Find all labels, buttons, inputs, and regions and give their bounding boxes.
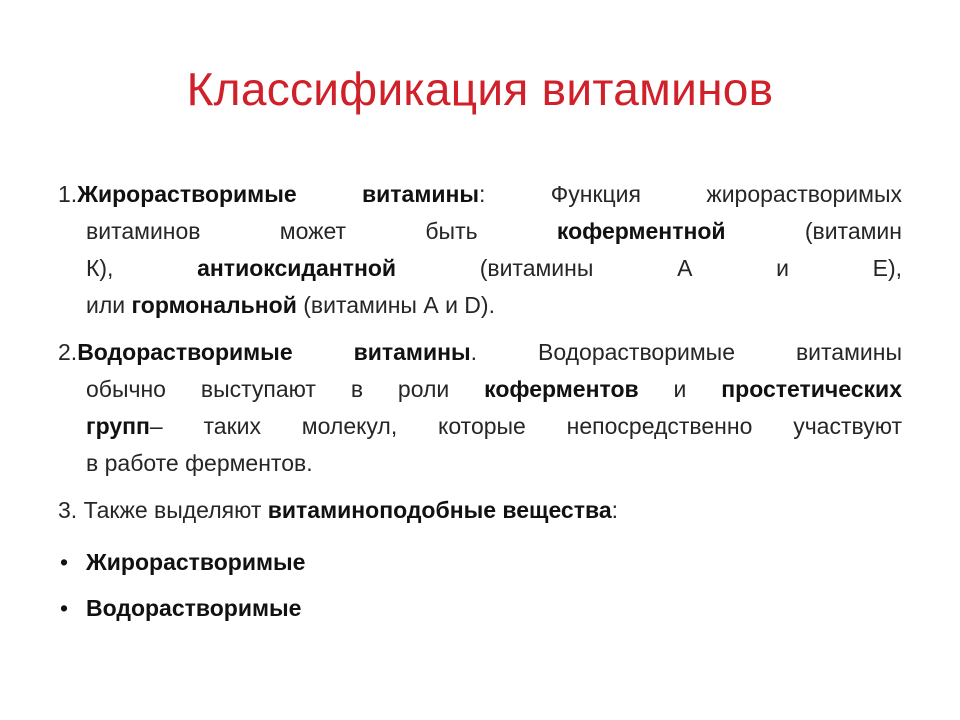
slide-body <box>58 176 902 631</box>
item-1-line-4: или гормональной (витамины А и D). <box>86 292 495 318</box>
bullet-dot-icon: • <box>60 595 69 621</box>
item-1-line-1: 1.Жирорастворимые витамины: Функция жирорастворимых <box>58 181 902 207</box>
bold-term: простетических <box>721 376 902 402</box>
bold-term: коферментов <box>484 376 639 402</box>
bullet-list <box>58 539 902 631</box>
bold-term: витаминоподобные вещества <box>267 497 612 523</box>
item-2-line-3: групп– таких молекул, которые непосредственно участвуют <box>86 413 902 439</box>
bullet-label: Жирорастворимые <box>86 549 306 575</box>
slide-title: Классификация витаминов <box>186 63 774 115</box>
bullet-item <box>58 539 902 585</box>
bold-term: коферментной <box>556 218 726 244</box>
item-1-line-3: К), антиоксидантной (витамины А и Е), <box>86 255 902 281</box>
bold-term: Жирорастворимые витамины <box>77 181 480 207</box>
item-1 <box>58 176 902 324</box>
bold-term: гормональной <box>131 292 297 318</box>
bullet-item <box>58 585 902 631</box>
item-3-line-1: 3. Также выделяют витаминоподобные вещества: <box>58 497 618 523</box>
item-2-line-2: обычно выступают в роли коферментов и простетических <box>86 376 902 402</box>
item-2-line-4: в работе ферментов. <box>86 450 313 476</box>
bullet-dot-icon: • <box>60 549 69 575</box>
bold-term: антиоксидантной <box>197 255 397 281</box>
bold-term: Водорастворимые витамины <box>77 339 471 365</box>
item-2 <box>58 334 902 482</box>
bullet-label: Водорастворимые <box>86 595 302 621</box>
bold-term: групп <box>86 413 150 439</box>
item-3 <box>58 492 902 529</box>
item-2-line-1: 2.Водорастворимые витамины. Водорастворимые витамины <box>58 339 902 365</box>
item-1-line-2: витаминов может быть коферментной (витамин <box>86 218 902 244</box>
